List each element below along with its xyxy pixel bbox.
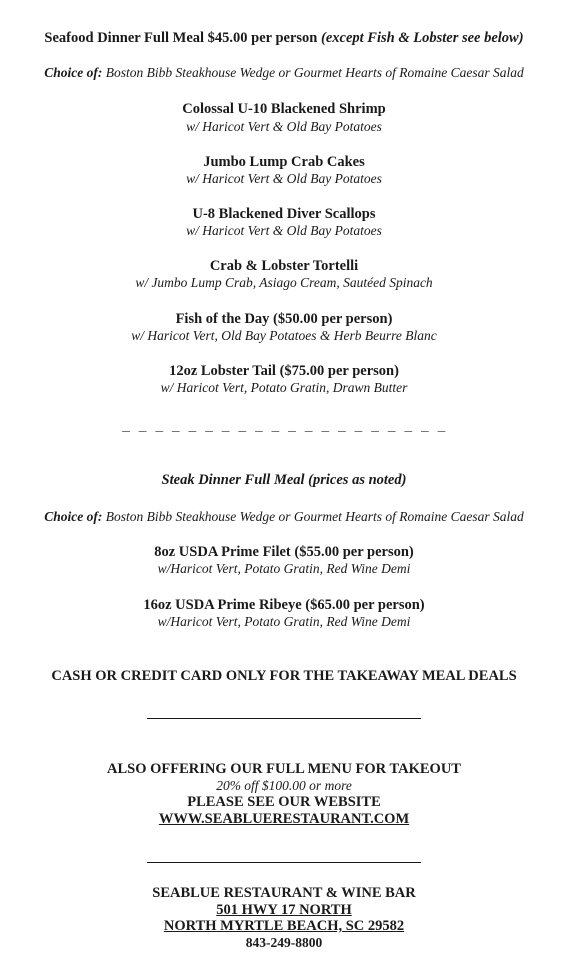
payment-note: CASH OR CREDIT CARD ONLY FOR THE TAKEAWAY MEAL DEALS (51, 668, 517, 684)
divider-rule (147, 718, 421, 719)
seafood-heading-main: Seafood Dinner Full Meal $45.00 per person (44, 30, 321, 46)
menu-item-name: Colossal U-10 Blackened Shrimp (182, 101, 386, 117)
seafood-heading (0, 31, 568, 46)
menu-item-desc: w/ Haricot Vert & Old Bay Potatoes (186, 171, 382, 186)
menu-item-desc: w/Haricot Vert, Potato Gratin, Red Wine Demi (157, 614, 411, 629)
website-link[interactable]: WWW.SEABLUERESTAURANT.COM (158, 811, 410, 827)
steak-choice-line (0, 510, 568, 524)
steak-choice-label: Choice of: (44, 509, 103, 524)
seafood-heading-note: (except Fish & Lobster see below) (321, 30, 524, 46)
steak-choice-text: Boston Bibb Steakhouse Wedge or Gourmet Hearts of Romaine Caesar Salad (102, 509, 524, 524)
menu-item-desc: w/ Haricot Vert & Old Bay Potatoes (186, 119, 382, 134)
menu-item-desc: w/ Haricot Vert & Old Bay Potatoes (186, 223, 382, 238)
see-website-note: PLEASE SEE OUR WEBSITE (187, 794, 381, 810)
takeout-heading: ALSO OFFERING OUR FULL MENU FOR TAKEOUT (107, 761, 461, 777)
menu-item-desc: w/ Haricot Vert, Old Bay Potatoes & Herb Beurre Blanc (131, 328, 437, 343)
menu-item-name: 8oz USDA Prime Filet ($55.00 per person) (154, 544, 414, 560)
divider-rule (147, 862, 421, 863)
takeout-discount: 20% off $100.00 or more (216, 778, 352, 793)
menu-item-desc: w/ Haricot Vert, Potato Gratin, Drawn Butter (160, 380, 408, 395)
restaurant-street: 501 HWY 17 NORTH (216, 902, 352, 918)
restaurant-city: NORTH MYRTLE BEACH, SC 29582 (163, 918, 405, 934)
seafood-choice-label: Choice of: (44, 65, 103, 80)
restaurant-name: SEABLUE RESTAURANT & WINE BAR (152, 885, 416, 901)
menu-item-desc: w/Haricot Vert, Potato Gratin, Red Wine Demi (157, 561, 411, 576)
restaurant-phone: 843-249-8800 (245, 935, 323, 950)
dashed-separator: _ _ _ _ _ _ _ _ _ _ _ _ _ _ _ _ _ _ _ _ (122, 419, 446, 434)
seafood-choice-line (0, 66, 568, 80)
menu-item-name: 12oz Lobster Tail ($75.00 per person) (169, 363, 399, 379)
menu-item-name: Crab & Lobster Tortelli (209, 258, 359, 274)
menu-item-desc: w/ Jumbo Lump Crab, Asiago Cream, Sautéed Spinach (135, 275, 433, 290)
menu-item-name: Jumbo Lump Crab Cakes (203, 154, 365, 170)
seafood-choice-text: Boston Bibb Steakhouse Wedge or Gourmet Hearts of Romaine Caesar Salad (102, 65, 524, 80)
menu-item-name: 16oz USDA Prime Ribeye ($65.00 per person) (143, 597, 425, 613)
steak-heading: Steak Dinner Full Meal (prices as noted) (161, 472, 407, 488)
menu-item-name: U-8 Blackened Diver Scallops (192, 206, 376, 222)
menu-item-name: Fish of the Day ($50.00 per person) (175, 311, 393, 327)
